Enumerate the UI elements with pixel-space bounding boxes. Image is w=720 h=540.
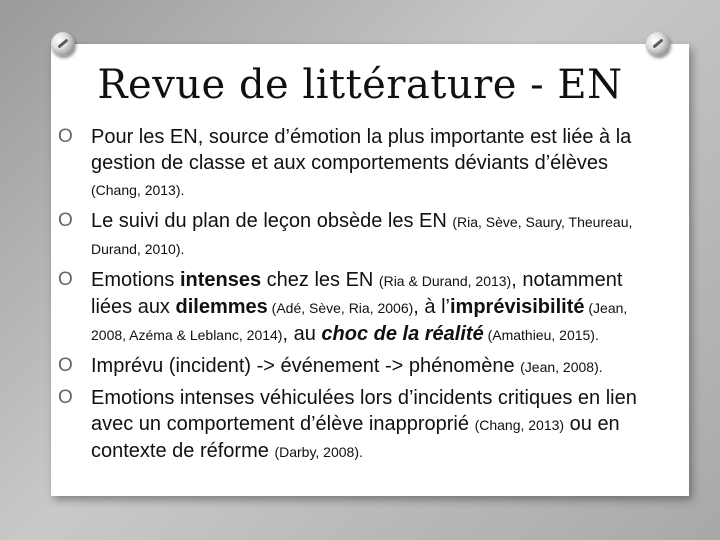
- item-text: Imprévu (incident) -> événement -> phénomène: [91, 355, 521, 377]
- bullet-marker: O: [58, 387, 73, 408]
- bullet-list: [58, 124, 654, 470]
- pushpin-icon: [646, 32, 670, 56]
- emphasis-choc: choc de la réalité: [321, 323, 484, 345]
- list-item: [58, 124, 654, 203]
- item-text: Pour les EN, source d’émotion la plus importante est liée à la gestion de classe et aux comportements déviants d’élèves: [91, 126, 632, 174]
- citation: (Darby, 2008).: [274, 444, 363, 460]
- bullet-marker: O: [58, 355, 73, 376]
- item-text: ou en contexte de réforme: [91, 413, 620, 462]
- citation: (Jean, 2008, Azéma & Leblanc, 2014): [91, 300, 628, 343]
- list-item: [58, 385, 654, 465]
- item-text: , à l’: [413, 296, 450, 318]
- list-item: [58, 267, 654, 348]
- bullet-marker: O: [58, 269, 73, 290]
- citation: (Chang, 2013): [474, 417, 565, 433]
- item-text: , au: [282, 323, 322, 345]
- slide-title: Revue de littérature - EN: [97, 62, 623, 108]
- item-text: Emotions intenses véhiculées lors d’incidents critiques en lien avec un comportement d’élève inapproprié: [91, 387, 637, 435]
- item-text: Le suivi du plan de leçon obsède les EN: [91, 210, 453, 232]
- pushpin-icon: [51, 32, 75, 56]
- citation: (Jean, 2008).: [520, 359, 603, 375]
- bullet-marker: O: [58, 126, 73, 147]
- list-item: [58, 208, 654, 262]
- emphasis-imprevisibilite: imprévisibilité: [449, 296, 585, 318]
- emphasis-intenses: intenses: [179, 269, 262, 291]
- citation: (Chang, 2013).: [91, 182, 185, 198]
- citation: (Ria & Durand, 2013): [378, 273, 512, 289]
- emphasis-dilemmes: dilemmes: [175, 296, 268, 318]
- bullet-marker: O: [58, 210, 73, 231]
- citation: (Adé, Sève, Ria, 2006): [267, 300, 414, 316]
- citation: (Amathieu, 2015).: [483, 327, 599, 343]
- item-text: , notamment liées aux: [91, 269, 623, 318]
- item-text: chez les EN: [261, 269, 379, 291]
- citation: (Ria, Sève, Saury, Theureau, Durand, 2010).: [91, 214, 633, 257]
- item-text: Emotions: [91, 269, 180, 291]
- list-item: [58, 353, 654, 380]
